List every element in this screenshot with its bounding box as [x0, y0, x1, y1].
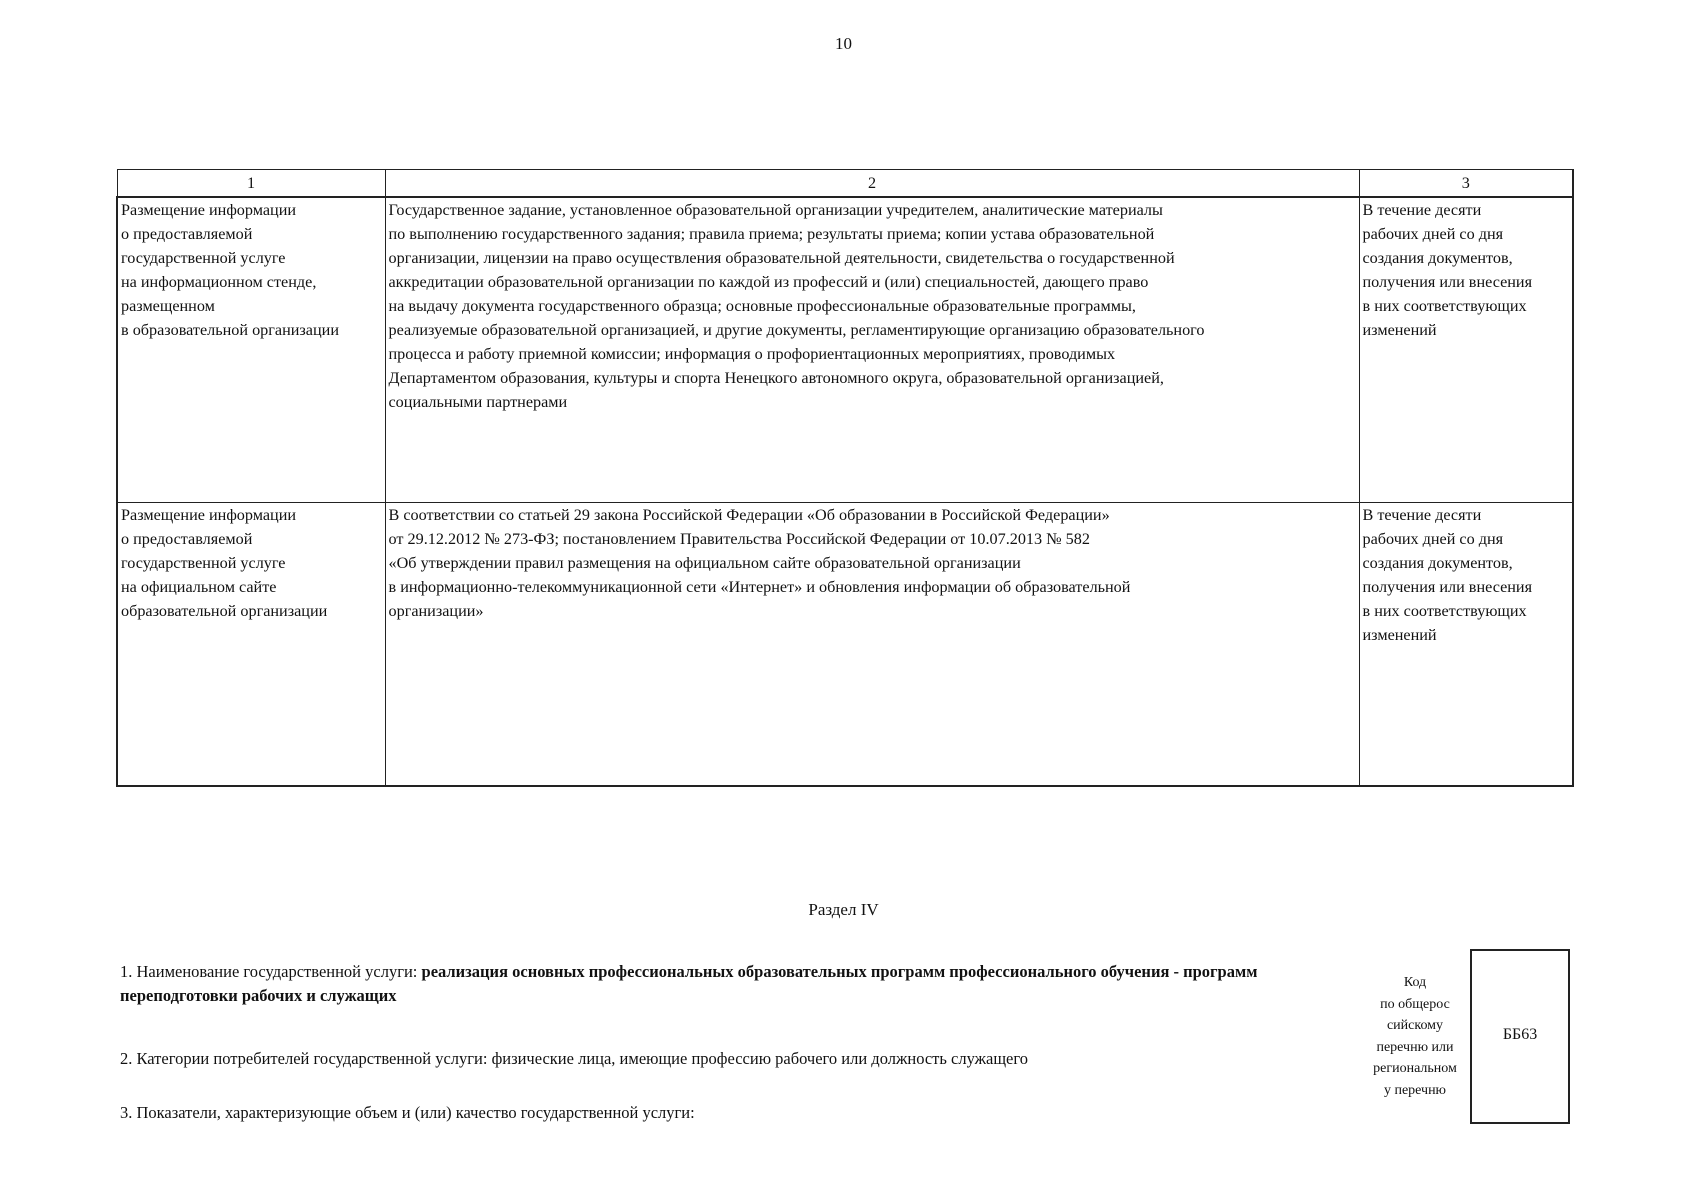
- indicators-heading: 3. Показатели, характеризующие объем и (или) качество государственной услуги:: [120, 1103, 695, 1122]
- services-info-table: [116, 169, 1574, 787]
- table-header-row: [117, 170, 1573, 198]
- service-name-value: реализация основных профессиональных образовательных программ профессионального обучения - программ переподготовки рабочих и служащих: [120, 962, 1258, 1005]
- row-2-frequency: В течение десяти рабочих дней со дня создания документов, получения или внесения в них соответствующих изменений: [1359, 503, 1573, 787]
- consumer-categories: 2. Категории потребителей государственной услуги: физические лица, имеющие профессию рабочего или должность служащего: [120, 1049, 1028, 1068]
- row-1-frequency: В течение десяти рабочих дней со дня создания документов, получения или внесения в них соответствующих изменений: [1359, 197, 1573, 503]
- code-label: Код по общерос сийскому перечню или региональном у перечню: [1373, 975, 1457, 1098]
- service-name-prefix: 1. Наименование государственной услуги:: [120, 962, 422, 981]
- row-2-content: В соответствии со статьей 29 закона Российской Федерации «Об образовании в Российской Федерации» от 29.12.2012 № 273-ФЗ; постановлением Правительства Российской Федерации от 10.07.2013 № 582 «Об утверждении правил размещения на официальном сайте образовательной организации в информационно-телекоммуникационной сети «Интернет» и обновления информации об образовательной организации»: [385, 503, 1359, 787]
- service-name: [120, 960, 1350, 1008]
- row-1-method: Размещение информации о предоставляемой государственной услуге на информационном стенде, размещенном в образовательной организации: [117, 197, 385, 503]
- column-header-1: 1: [117, 170, 385, 198]
- row-2-method: Размещение информации о предоставляемой государственной услуге на официальном сайте образовательной организации: [117, 503, 385, 787]
- section-title: Раздел IV: [808, 900, 879, 919]
- code-value: ББ63: [1502, 1026, 1538, 1043]
- row-1-content: Государственное задание, установленное образовательной организации учредителем, аналитические материалы по выполнению государственного задания; правила приема; результаты приема; копии устава образовательной организации, лицензии на право осуществления образовательной деятельности, свидетельства о государственной аккредитации образовательной организации по каждой из профессий и (или) специальностей, дающего право на выдачу документа государственного образца; основные профессиональные образовательные программы, реализуемые образовательной организацией, и другие документы, регламентирующие организацию образовательного процесса и работу приемной комиссии; информация о профориентационных мероприятиях, проводимых Департаментом образования, культуры и спорта Ненецкого автономного округа, образовательной организацией, социальными партнерами: [385, 197, 1359, 503]
- table-row: [117, 503, 1573, 787]
- page-number: 10: [835, 34, 852, 53]
- column-header-2: 2: [385, 170, 1359, 198]
- column-header-3: 3: [1359, 170, 1573, 198]
- table-row: [117, 197, 1573, 503]
